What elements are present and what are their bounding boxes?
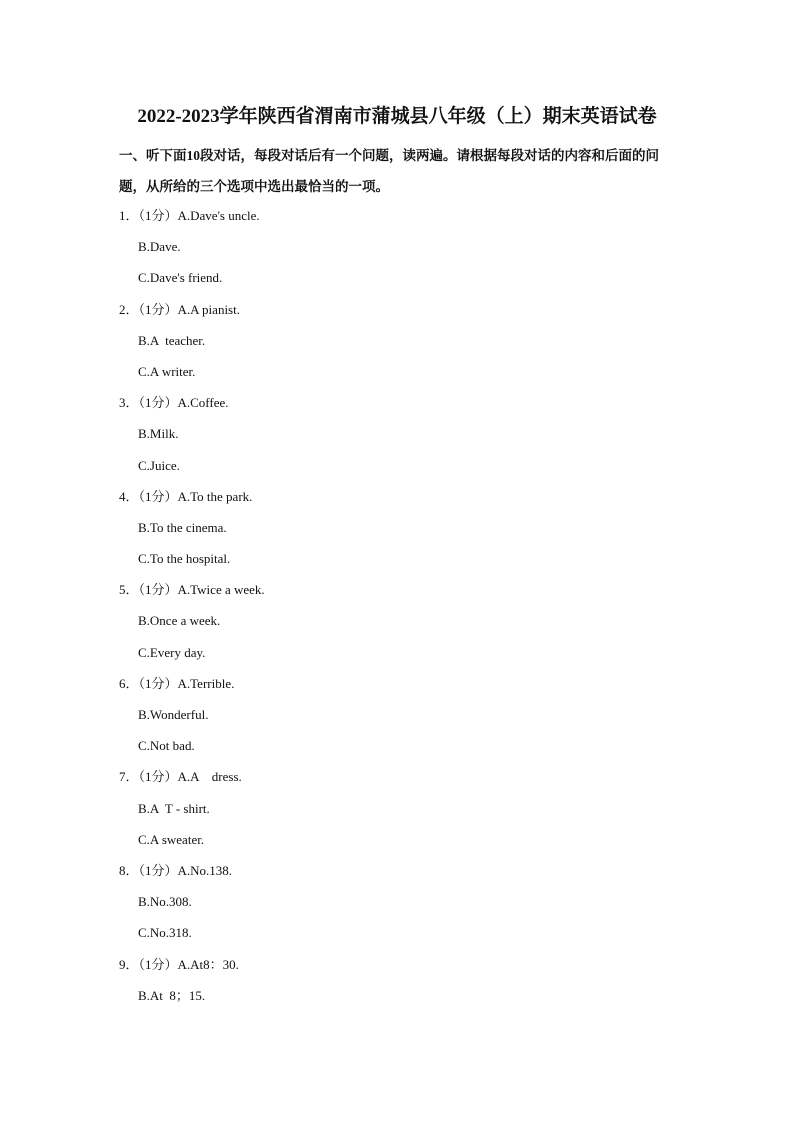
answer-option: C.Every day. — [138, 644, 206, 660]
question-stem: 6．（1分）A.Terrible. — [119, 675, 235, 691]
answer-option: B.A T - shirt. — [138, 800, 210, 816]
question-item — [119, 481, 679, 575]
question-item — [119, 668, 679, 762]
answer-option: B.No.308. — [138, 894, 192, 910]
answer-option: C.A sweater. — [138, 831, 205, 847]
question-stem: 7．（1分）A.A dress. — [119, 769, 242, 785]
question-stem: 1．（1分）A.Dave's uncle. — [119, 208, 260, 223]
answer-option: B.Milk. — [138, 426, 179, 442]
question-item — [119, 949, 679, 1011]
answer-option: B.Wonderful. — [138, 707, 209, 722]
question-item — [119, 294, 679, 388]
answer-option: C.A writer. — [138, 363, 196, 379]
question-stem: 4．（1分）A.To the park. — [119, 488, 253, 504]
answer-option: C.Juice. — [138, 457, 180, 473]
question-stem: 8．（1分）A.No.138. — [119, 862, 233, 878]
question-item — [119, 200, 679, 294]
question-item — [119, 574, 679, 668]
question-stem: 9．（1分）A.At8：30. — [119, 956, 239, 972]
answer-option: B.Dave. — [138, 239, 181, 255]
answer-option: B.Once a week. — [138, 613, 221, 629]
answer-option: C.Not bad. — [138, 738, 195, 754]
answer-option: C.To the hospital. — [138, 551, 231, 567]
answer-option: C.Dave's friend. — [138, 270, 223, 286]
exam-title: 2022-2023学年陕西省渭南市蒲城县八年级（上）期末英语试卷 — [137, 106, 657, 127]
question-stem: 3．（1分）A.Coffee. — [119, 395, 229, 411]
section-instructions: 一、听下面10段对话，每段对话后有一个问题，读两遍。请根据每段对话的内容和后面的问题，从所给的三个选项中选出最恰当的一项。 — [119, 148, 659, 194]
question-item — [119, 387, 679, 481]
answer-option: B.To the cinema. — [138, 519, 227, 535]
question-item — [119, 761, 679, 855]
question-stem: 2．（1分）A.A pianist. — [119, 301, 240, 317]
question-item — [119, 855, 679, 949]
question-list — [119, 200, 679, 1011]
answer-option: B.At 8；15. — [138, 987, 206, 1003]
question-stem: 5．（1分）A.Twice a week. — [119, 582, 265, 598]
answer-option: C.No.318. — [138, 925, 192, 941]
answer-option: B.A teacher. — [138, 332, 206, 348]
